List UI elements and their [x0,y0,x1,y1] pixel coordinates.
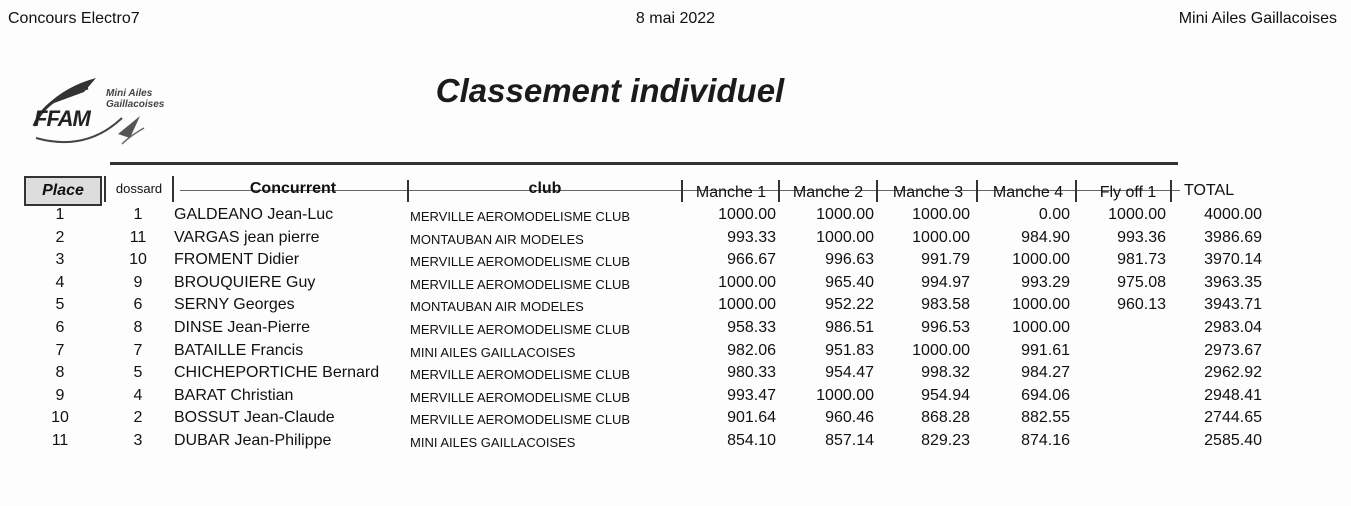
cell-manche-1: 958.33 [727,318,776,336]
cell-place: 7 [55,341,65,359]
cell-club: MINI AILES GAILLACOISES [410,344,576,360]
cell-concurrent: VARGAS jean pierre [174,228,320,246]
column-header-manche-3: Manche 3 [892,184,964,201]
table-row [0,296,1351,319]
cell-manche-1: 993.47 [727,386,776,404]
table-row [0,229,1351,252]
column-header-dossard: dossard [104,176,174,202]
cell-manche-3: 868.28 [921,409,970,427]
column-header-fly-off: Fly off 1 [1099,184,1157,201]
cell-manche-2: 951.83 [825,341,874,359]
logo-club-line1: Mini Ailes [106,88,153,99]
cell-total: 3970.14 [1204,251,1262,269]
cell-dossard: 2 [133,409,143,427]
table-row [0,319,1351,342]
cell-dossard: 10 [129,251,147,269]
cell-total: 2948.41 [1204,386,1262,404]
table-row [0,409,1351,432]
header-club-name: Mini Ailes Gaillacoises [1178,10,1337,27]
cell-manche-4: 1000.00 [1012,251,1070,269]
cell-manche-1: 982.06 [727,341,776,359]
cell-manche-2: 857.14 [825,431,874,449]
header-event-name: Concours Electro7 [8,10,140,27]
cell-dossard: 7 [133,341,143,359]
column-header-concurrent: Concurrent [249,180,337,197]
results-table-body [0,206,1351,455]
cell-dossard: 8 [133,318,143,336]
cell-manche-2: 960.46 [825,409,874,427]
cell-manche-2: 1000.00 [816,228,874,246]
cell-fly-off: 1000.00 [1108,206,1166,223]
column-divider [876,180,878,202]
cell-manche-2: 965.40 [825,273,874,291]
ffam-text: FFAM [34,106,90,131]
column-header-manche-2: Manche 2 [792,184,864,201]
column-divider [1075,180,1077,202]
cell-place: 2 [55,228,65,246]
column-divider [976,180,978,202]
cell-place: 4 [55,273,65,291]
cell-place: 10 [51,409,69,427]
cell-manche-4: 984.27 [1021,364,1070,382]
table-row [0,274,1351,297]
cell-manche-1: 1000.00 [718,273,776,291]
cell-concurrent: BARAT Christian [174,386,294,404]
cell-manche-3: 1000.00 [912,228,970,246]
column-divider [778,180,780,202]
header-rule [110,162,1178,165]
table-row [0,432,1351,455]
cell-fly-off: 981.73 [1117,251,1166,269]
cell-manche-1: 854.10 [727,431,776,449]
cell-club: MINI AILES GAILLACOISES [410,434,576,450]
cell-place: 11 [51,431,69,449]
cell-manche-3: 991.79 [921,251,970,269]
cell-place: 3 [55,251,65,269]
cell-manche-4: 1000.00 [1012,318,1070,336]
cell-manche-2: 986.51 [825,318,874,336]
cell-manche-3: 998.32 [921,364,970,382]
cell-manche-3: 1000.00 [912,341,970,359]
cell-manche-4: 1000.00 [1012,296,1070,314]
cell-concurrent: DUBAR Jean-Philippe [174,431,332,449]
cell-dossard: 9 [133,273,143,291]
header-date: 8 mai 2022 [635,10,716,27]
cell-manche-3: 1000.00 [912,206,970,223]
cell-manche-3: 829.23 [921,431,970,449]
cell-fly-off: 960.13 [1117,296,1166,314]
cell-manche-4: 984.90 [1021,228,1070,246]
cell-manche-3: 954.94 [921,386,970,404]
cell-concurrent: BROUQUIERE Guy [174,273,316,291]
cell-concurrent: SERNY Georges [174,296,295,314]
cell-club: MONTAUBAN AIR MODELES [410,231,584,247]
cell-manche-4: 0.00 [1038,206,1070,223]
cell-manche-1: 993.33 [727,228,776,246]
cell-club: MERVILLE AEROMODELISME CLUB [410,254,631,270]
cell-concurrent: FROMENT Didier [174,251,300,269]
cell-total: 2585.40 [1204,431,1262,449]
cell-total: 3986.69 [1204,228,1262,246]
cell-club: MERVILLE AEROMODELISME CLUB [410,367,631,383]
page-title: Classement individuel [435,72,785,109]
cell-dossard: 4 [133,386,143,404]
table-row [0,206,1351,229]
cell-dossard: 1 [133,206,143,223]
cell-manche-4: 991.61 [1021,341,1070,359]
cell-dossard: 3 [133,431,143,449]
column-header-club: club [528,180,562,197]
cell-manche-3: 983.58 [921,296,970,314]
column-header-manche-4: Manche 4 [992,184,1064,201]
cell-concurrent: GALDEANO Jean-Luc [174,206,334,223]
cell-club: MERVILLE AEROMODELISME CLUB [410,389,631,405]
cell-club: MERVILLE AEROMODELISME CLUB [410,412,631,428]
cell-manche-4: 694.06 [1021,386,1070,404]
cell-place: 9 [55,386,65,404]
cell-total: 2973.67 [1204,341,1262,359]
cell-concurrent: DINSE Jean-Pierre [174,318,311,336]
cell-club: MERVILLE AEROMODELISME CLUB [410,321,631,337]
cell-manche-2: 954.47 [825,364,874,382]
cell-manche-2: 996.63 [825,251,874,269]
cell-dossard: 5 [133,364,143,382]
cell-manche-1: 980.33 [727,364,776,382]
cell-place: 8 [55,364,65,382]
column-divider [1170,180,1172,202]
cell-total: 3963.35 [1204,273,1262,291]
column-divider [681,180,683,202]
cell-manche-4: 874.16 [1021,431,1070,449]
cell-manche-4: 993.29 [1021,273,1070,291]
cell-dossard: 11 [129,228,147,246]
cell-manche-1: 901.64 [727,409,776,427]
table-row [0,364,1351,387]
cell-place: 5 [55,296,65,314]
column-header-total: TOTAL [1184,182,1235,199]
cell-manche-1: 966.67 [727,251,776,269]
cell-manche-2: 1000.00 [816,386,874,404]
cell-club: MERVILLE AEROMODELISME CLUB [410,209,631,224]
cell-fly-off: 993.36 [1117,228,1166,246]
table-row [0,387,1351,410]
logo-club-line2: Gaillacoises [106,99,165,110]
cell-place: 1 [55,206,65,223]
cell-manche-2: 952.22 [825,296,874,314]
table-row [0,342,1351,365]
cell-club: MERVILLE AEROMODELISME CLUB [410,276,631,292]
cell-club: MONTAUBAN AIR MODELES [410,299,584,315]
cell-dossard: 6 [133,296,143,314]
cell-total: 2983.04 [1204,318,1262,336]
table-row [0,251,1351,274]
cell-manche-3: 994.97 [921,273,970,291]
column-header-place: Place [24,176,102,206]
cell-fly-off: 975.08 [1117,273,1166,291]
cell-concurrent: CHICHEPORTICHE Bernard [174,364,380,382]
cell-manche-4: 882.55 [1021,409,1070,427]
cell-place: 6 [55,318,65,336]
column-header-manche-1: Manche 1 [695,184,767,201]
column-divider [407,180,409,202]
cell-total: 2962.92 [1204,364,1262,382]
cell-total: 3943.71 [1204,296,1262,314]
cell-total: 4000.00 [1204,206,1262,223]
cell-manche-2: 1000.00 [816,206,874,223]
cell-manche-3: 996.53 [921,318,970,336]
cell-manche-1: 1000.00 [718,206,776,223]
cell-total: 2744.65 [1204,409,1262,427]
cell-manche-1: 1000.00 [718,296,776,314]
cell-concurrent: BOSSUT Jean-Claude [174,409,335,427]
cell-concurrent: BATAILLE Francis [174,341,304,359]
